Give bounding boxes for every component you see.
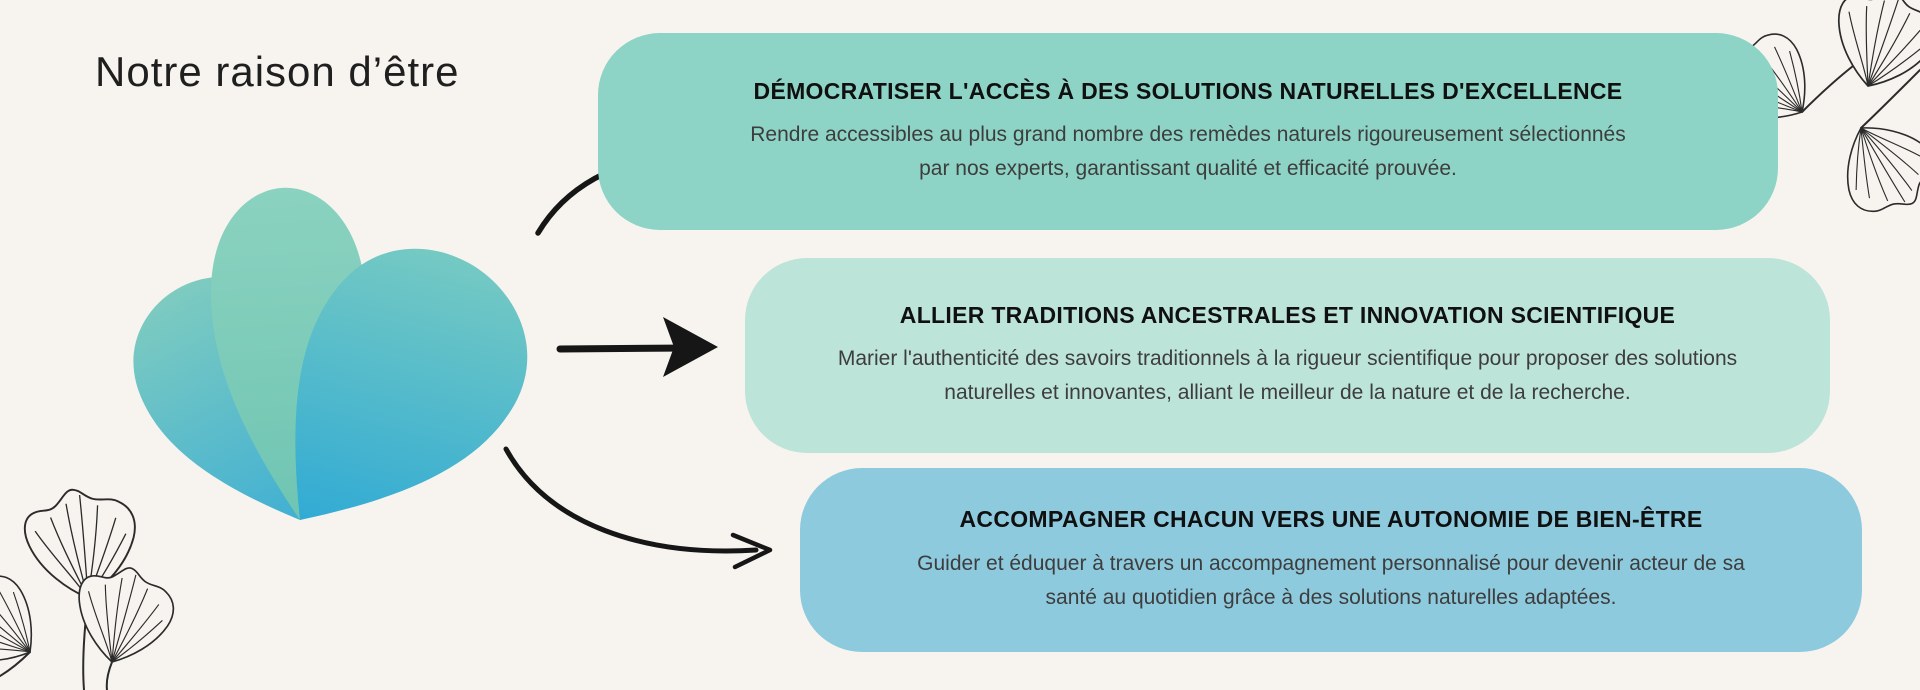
mission-card-accompagner [800, 468, 1862, 652]
mission-card-democratiser [598, 33, 1778, 230]
page-title: Notre raison d’être [95, 48, 460, 95]
card-title: ACCOMPAGNER CHACUN VERS UNE AUTONOMIE DE BIEN-ÊTRE [959, 506, 1703, 533]
mission-card-allier [745, 258, 1830, 453]
brand-logo [100, 148, 570, 548]
card-body: Marier l'authenticité des savoirs traditionnels à la rigueur scientifique pour proposer des solutions naturelles et innovantes, alliant le meilleur de la nature et de la recherche. [837, 347, 1738, 405]
card-title: DÉMOCRATISER L'ACCÈS À DES SOLUTIONS NATURELLES D'EXCELLENCE [753, 77, 1623, 104]
straight-arrow-middle-icon [560, 317, 718, 377]
card-body: Rendre accessibles au plus grand nombre des remèdes naturels rigoureusement sélectionnés par nos experts, garantissant qualité et efficacité prouvée. [750, 123, 1626, 181]
card-body: Guider et éduquer à travers un accompagnement personnalisé pour devenir acteur de sa santé au quotidien grâce à des solutions naturelles adaptées. [917, 551, 1745, 609]
card-title: ALLIER TRADITIONS ANCESTRALES ET INNOVATION SCIENTIFIQUE [899, 301, 1676, 328]
